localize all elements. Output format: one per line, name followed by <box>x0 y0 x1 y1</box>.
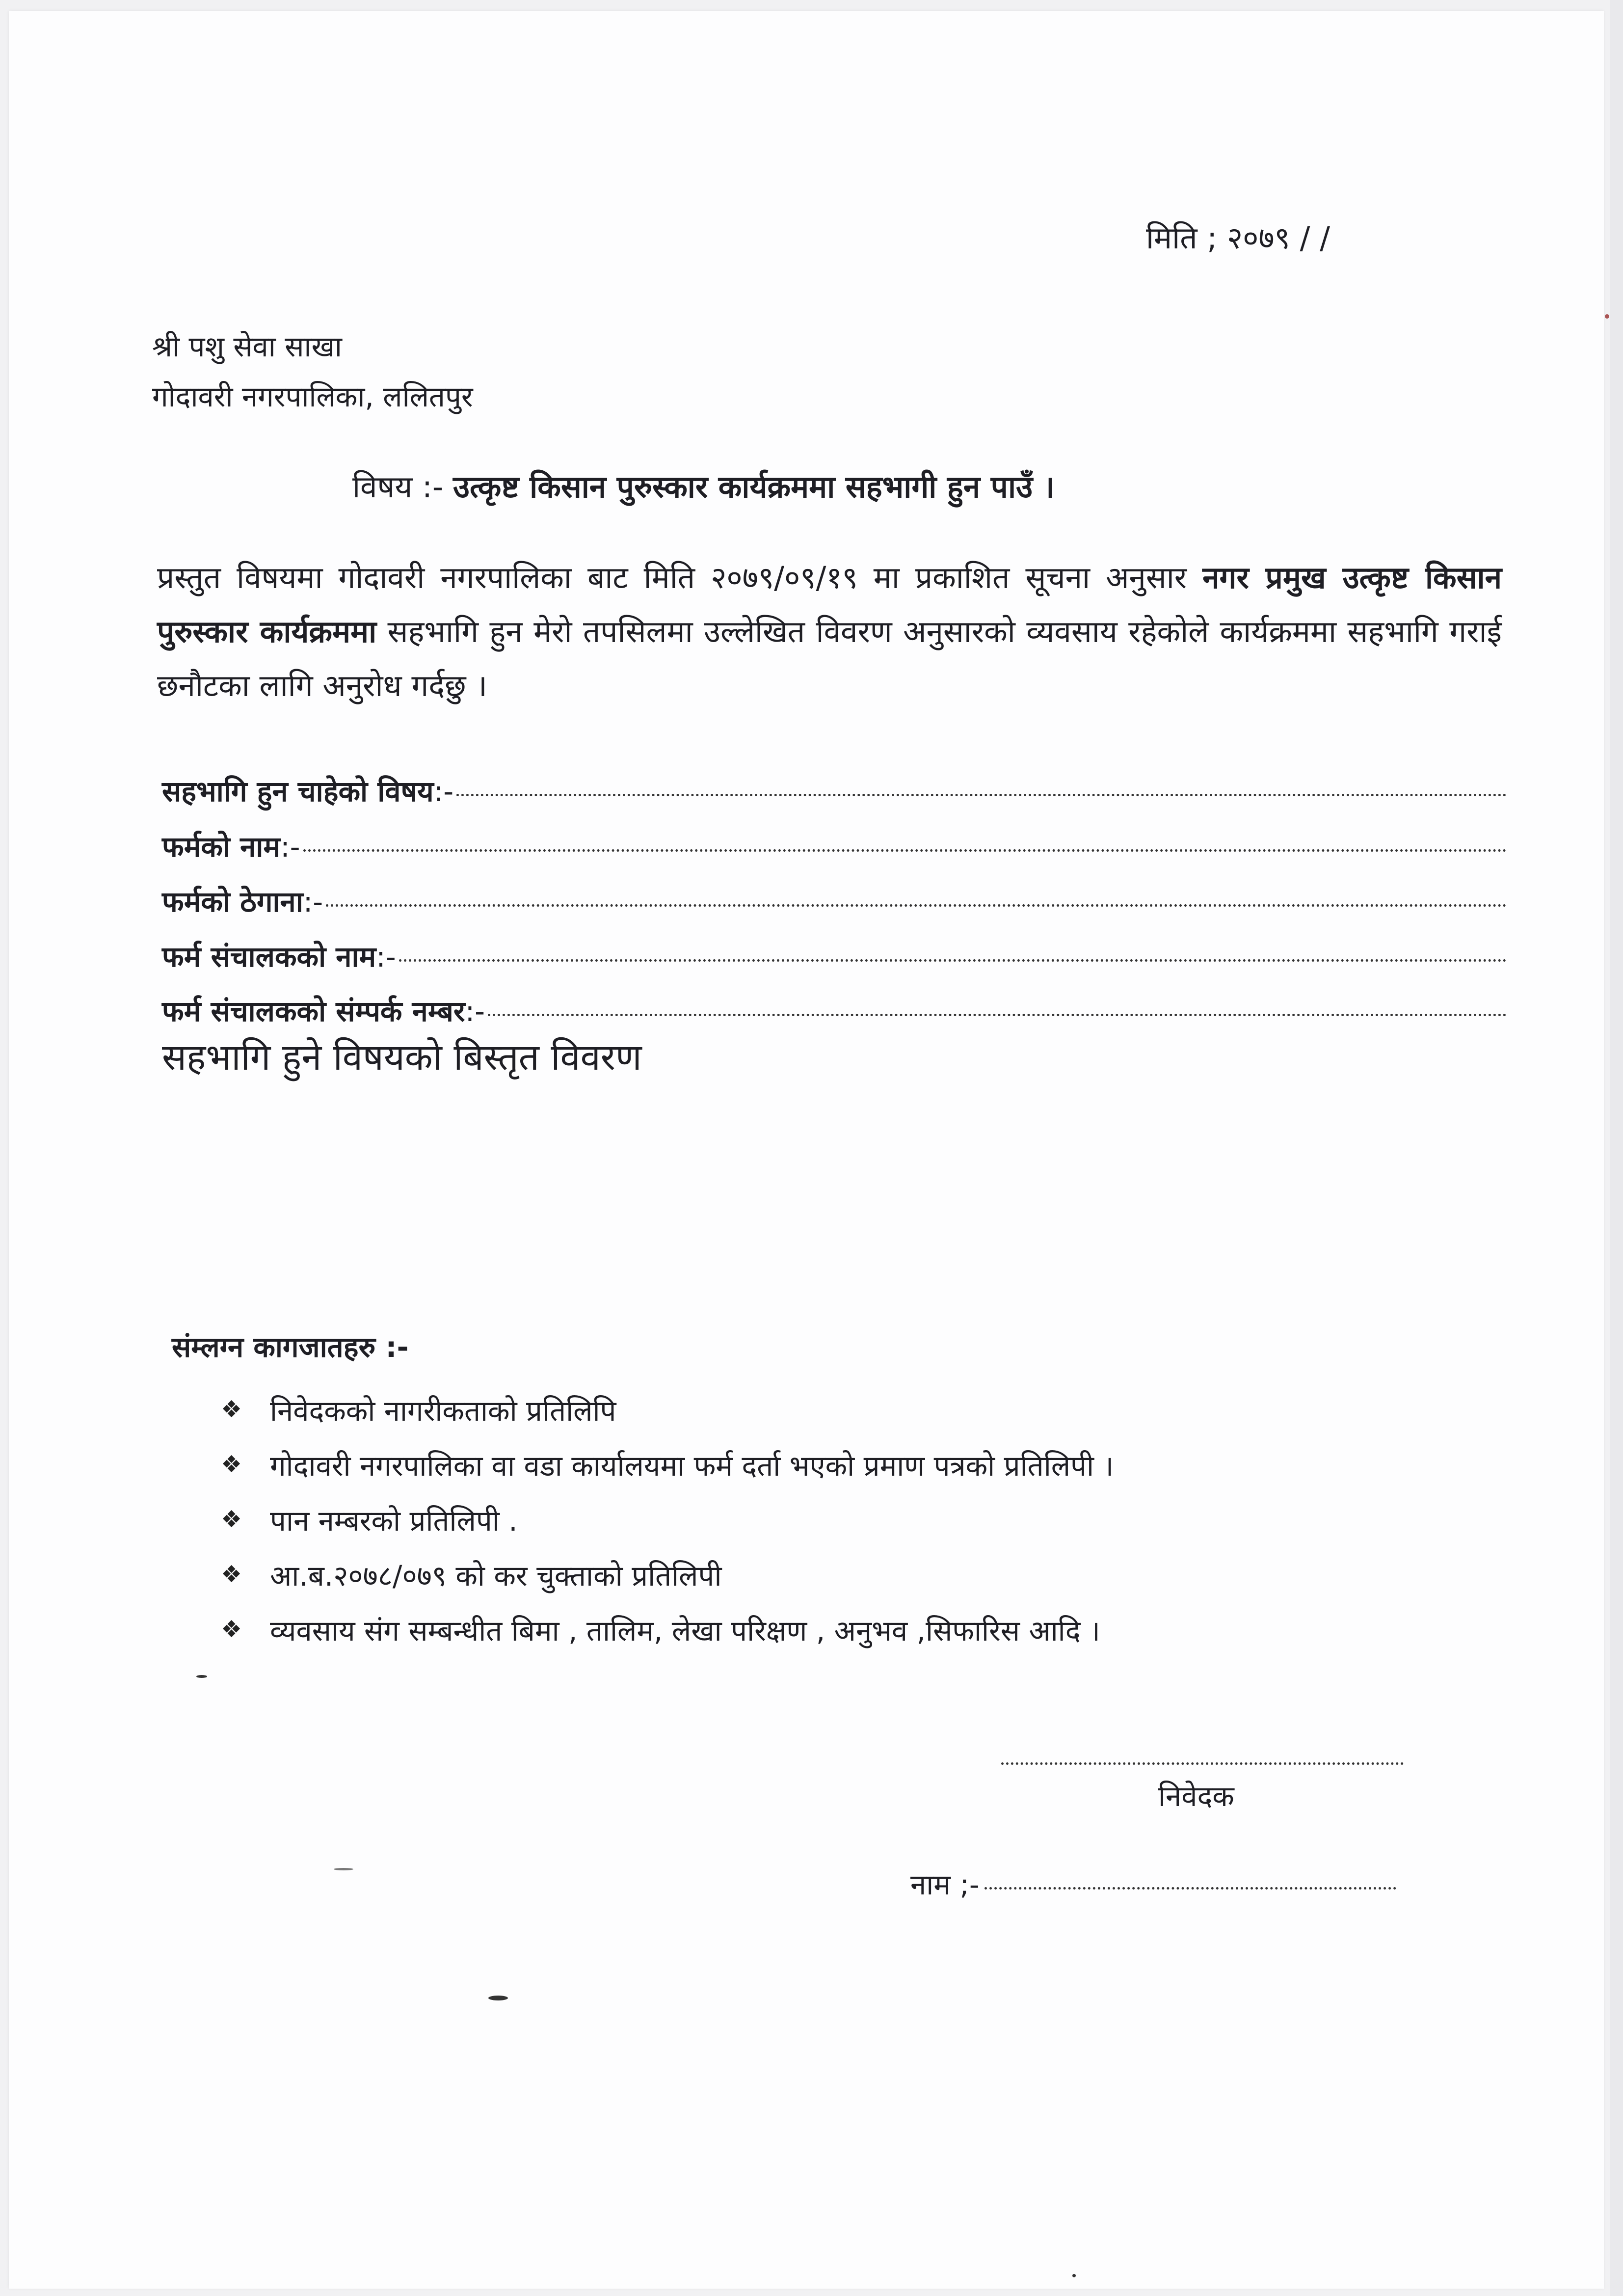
field-label: फर्मको ठेगाना <box>162 885 303 918</box>
diamond-bullet-icon: ❖ <box>221 1616 242 1643</box>
field-row-firm-name <box>162 826 1507 865</box>
field-blank <box>456 794 1507 796</box>
recipient-line-1: श्री पशु सेवा साखा <box>152 330 342 363</box>
attachments-list <box>221 1382 1114 1657</box>
field-separator: :- <box>465 995 485 1028</box>
subject-prefix: विषय :- <box>352 469 444 505</box>
attachment-text: निवेदकको नागरीकताको प्रतिलिपि <box>270 1394 616 1428</box>
field-separator: :- <box>433 775 454 808</box>
diamond-bullet-icon: ❖ <box>221 1451 242 1478</box>
field-separator: :- <box>280 830 300 864</box>
field-label: फर्म संचालकको संम्पर्क नम्बर <box>162 995 465 1028</box>
scan-mark <box>488 1996 508 2000</box>
field-row-contact-number <box>162 991 1507 1029</box>
list-item <box>221 1382 1114 1437</box>
field-blank <box>488 1014 1507 1016</box>
field-row-firm-address <box>162 881 1507 920</box>
attachment-text: पान नम्बरको प्रतिलिपी . <box>270 1504 518 1538</box>
field-label: सहभागि हुन चाहेको विषय <box>162 775 434 808</box>
list-item <box>221 1492 1114 1547</box>
diamond-bullet-icon: ❖ <box>221 1506 242 1533</box>
diamond-bullet-icon: ❖ <box>221 1561 242 1588</box>
subject-line <box>352 469 1055 505</box>
body-paragraph <box>157 551 1502 713</box>
body-text-1: प्रस्तुत विषयमा गोदावरी नगरपालिका बाट मिति २०७९/०९/१९ मा प्रकाशित सूचना अनुसार <box>157 560 1203 595</box>
list-item <box>221 1602 1114 1657</box>
field-blank <box>326 904 1507 907</box>
field-blank <box>399 959 1507 962</box>
applicant-label: निवेदक <box>1158 1780 1234 1813</box>
scan-mark <box>1605 314 1609 319</box>
attachment-text: व्यवसाय संग सम्बन्धीत बिमा , तालिम, लेखा परिक्षण , अनुभव ,सिफारिस आदि । <box>270 1614 1100 1648</box>
list-item <box>221 1437 1114 1492</box>
body-text-2: सहभागि हुन मेरो तपसिलमा उल्लेखित विवरण अनुसारको व्यवसाय रहेकोले कार्यक्रममा सहभागि गराई छनौटका लागि अनुरोध गर्दछु । <box>157 614 1502 703</box>
name-blank <box>984 1887 1396 1890</box>
body-bold-text: नगर प्रमुख उत्कृष्ट किसान पुरुस्कार कार्यक्रममा <box>157 560 1502 649</box>
subject-text: उत्कृष्ट किसान पुरुस्कार कार्यक्रममा सहभागी हुन पाउँ । <box>453 469 1055 505</box>
detail-heading: सहभागि हुने विषयको बिस्तृत विवरण <box>162 1036 642 1079</box>
field-separator: :- <box>303 885 323 918</box>
scan-mark <box>1072 2274 1076 2277</box>
field-label: फर्मको नाम <box>162 830 281 864</box>
field-blank <box>303 849 1507 852</box>
scan-mark <box>196 1675 207 1678</box>
field-row-subject <box>162 771 1507 810</box>
attachment-text: आ.ब.२०७८/०७९ को कर चुक्ताको प्रतिलिपी <box>270 1559 722 1593</box>
field-separator: :- <box>376 940 396 973</box>
signature-line <box>1001 1762 1404 1765</box>
date-line: मिति ; २०७९ / / <box>1146 220 1330 256</box>
name-field <box>910 1868 1396 1902</box>
recipient-line-2: गोदावरी नगरपालिका, ललितपुर <box>152 380 473 413</box>
scan-mark <box>334 1868 353 1870</box>
scan-edge <box>1610 0 1623 2296</box>
name-label: नाम ;- <box>910 1868 980 1901</box>
attachments-heading: संम्लग्न कागजातहरु :- <box>172 1330 409 1364</box>
field-row-operator-name <box>162 936 1507 975</box>
list-item <box>221 1547 1114 1602</box>
field-label: फर्म संचालकको नाम <box>162 940 376 973</box>
attachment-text: गोदावरी नगरपालिका वा वडा कार्यालयमा फर्म दर्ता भएको प्रमाण पत्रको प्रतिलिपी । <box>270 1449 1114 1483</box>
diamond-bullet-icon: ❖ <box>221 1396 242 1423</box>
